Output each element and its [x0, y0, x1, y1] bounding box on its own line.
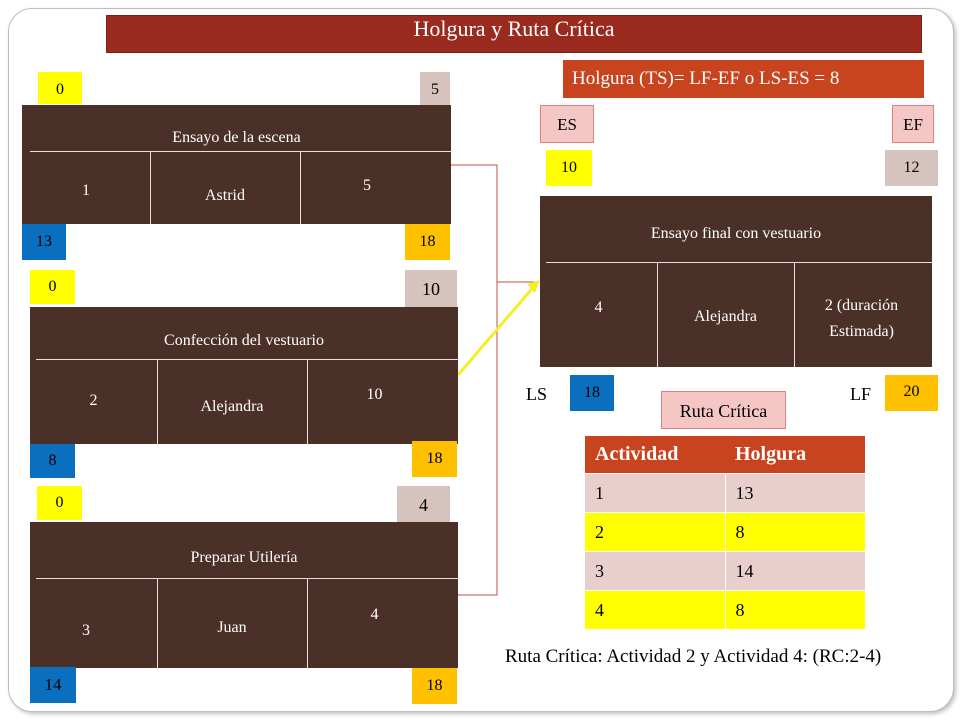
- act1-lf-badge: 18: [405, 224, 450, 260]
- act4-es-badge: 10: [546, 150, 592, 186]
- activity-node-4: [540, 196, 932, 367]
- slack-table: [585, 436, 865, 629]
- col-header-slack: Holgura: [725, 436, 865, 474]
- act4-ls-badge: 18: [570, 375, 614, 411]
- act4-duration: [794, 293, 929, 345]
- act2-duration: 10: [366, 386, 383, 403]
- critical-path-conclusion: Ruta Crítica: Actividad 2 y Actividad 4: (RC:2-4): [505, 646, 882, 667]
- act2-responsible: Alejandra: [200, 398, 264, 415]
- act2-ls-badge: 8: [30, 444, 75, 478]
- table-row: [585, 513, 865, 552]
- act2-name: Confección del vestuario: [164, 332, 324, 349]
- lf-label: LF: [850, 384, 872, 404]
- table-row: [585, 474, 865, 513]
- connector-1-to-4: [451, 165, 538, 282]
- act2-divider: [36, 359, 458, 360]
- slide-title: Holgura y Ruta Crítica: [106, 15, 922, 53]
- table-row: [585, 552, 865, 591]
- act4-id: 4: [594, 299, 603, 316]
- act3-id: 3: [82, 622, 90, 639]
- act3-es-badge: 0: [37, 486, 82, 520]
- act4-responsible: Alejandra: [693, 308, 758, 325]
- table-row: [585, 591, 865, 630]
- activity-node-3: [30, 522, 458, 668]
- act4-name: Ensayo final con vestuario: [650, 225, 822, 242]
- act3-duration: 4: [370, 606, 379, 623]
- act4-lf-badge: 20: [885, 375, 938, 411]
- ef-label: EF: [892, 105, 934, 143]
- es-label: ES: [540, 105, 594, 143]
- act1-divider: [30, 151, 451, 152]
- slack-formula: Holgura (TS)= LF-EF o LS-ES = 8: [563, 60, 924, 98]
- cell-slack: 8: [725, 591, 865, 630]
- connector-3-to-4: [458, 282, 497, 595]
- table-header-row: [585, 436, 865, 474]
- act4-duration-line2: Estimada): [829, 323, 894, 340]
- act4-ef-badge: 12: [885, 150, 938, 186]
- critical-path-title: Ruta Crítica: [661, 391, 786, 429]
- act3-ef-badge: 4: [397, 486, 450, 524]
- act3-ls-badge: 14: [30, 667, 76, 703]
- cell-slack: 8: [725, 513, 865, 552]
- col-header-activity: Actividad: [585, 436, 725, 474]
- ls-label: LS: [526, 384, 548, 404]
- act4-divider: [546, 262, 932, 263]
- act1-es-badge: 0: [38, 72, 82, 104]
- activity-node-2: [30, 307, 458, 444]
- act2-ef-badge: 10: [405, 270, 457, 308]
- act1-name: Ensayo de la escena: [172, 129, 301, 146]
- act2-es-badge: 0: [30, 270, 75, 304]
- cell-activity: 2: [585, 513, 725, 552]
- act3-responsible: Juan: [217, 619, 247, 636]
- activity-node-1: [22, 105, 451, 224]
- act1-responsible: Astrid: [205, 187, 245, 204]
- cell-slack: 14: [725, 552, 865, 591]
- act1-ef-badge: 5: [420, 72, 450, 106]
- act2-id: 2: [89, 392, 98, 409]
- act1-ls-badge: 13: [22, 224, 66, 260]
- act1-id: 1: [82, 182, 90, 199]
- cell-activity: 3: [585, 552, 725, 591]
- act4-duration-line1: 2 (duración: [824, 297, 899, 314]
- cell-activity: 4: [585, 591, 725, 630]
- act2-lf-badge: 18: [412, 441, 457, 477]
- cell-slack: 13: [725, 474, 865, 513]
- cell-activity: 1: [585, 474, 725, 513]
- act1-duration: 5: [363, 177, 371, 194]
- act3-divider: [36, 578, 458, 579]
- act3-lf-badge: 18: [412, 668, 457, 704]
- act3-name: Preparar Utilería: [190, 549, 298, 566]
